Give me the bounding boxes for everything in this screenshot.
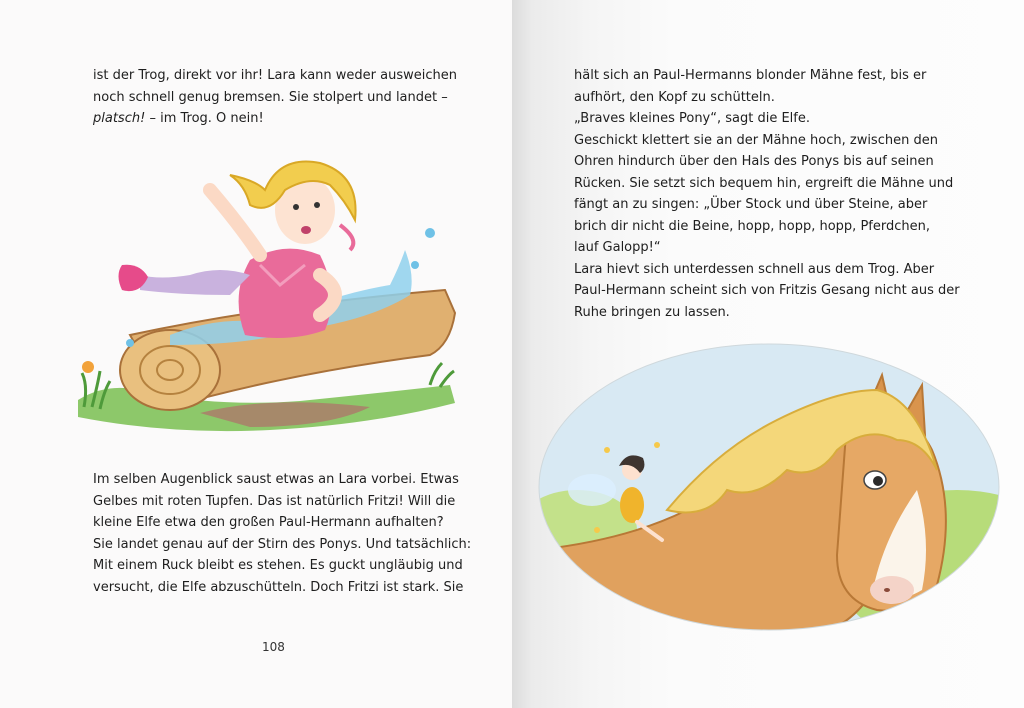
text-line: versucht, die Elfe abzuschütteln. Doch Fritzi ist stark. Sie bbox=[93, 579, 464, 595]
text-line: brich dir nicht die Beine, hopp, hopp, hopp, Pferdchen, bbox=[574, 218, 930, 234]
text-line: „Braves kleines Pony“, sagt die Elfe. bbox=[574, 111, 810, 126]
fairy-wing bbox=[568, 474, 616, 506]
pony-muzzle bbox=[870, 576, 914, 604]
text-line: noch schnell genug bremsen. Sie stolpert und landet – bbox=[93, 89, 448, 105]
fairy-dress bbox=[620, 487, 644, 523]
text-line: fängt an zu singen: „Über Stock und über Steine, aber bbox=[574, 197, 928, 212]
text-line: kleine Elfe etwa den großen Paul-Hermann aufhalten? bbox=[93, 515, 444, 530]
text-line: Rücken. Sie setzt sich bequem hin, ergreift die Mähne und bbox=[574, 175, 954, 191]
text-segment: – im Trog. O nein! bbox=[145, 111, 264, 126]
right-page bbox=[512, 0, 1024, 708]
girl-dress bbox=[239, 249, 332, 338]
girl-leg bbox=[140, 270, 250, 295]
right-paragraph bbox=[574, 65, 960, 323]
pony-with-fairy-illustration bbox=[537, 340, 1002, 635]
text-line: lauf Galopp!“ bbox=[574, 240, 661, 255]
flower bbox=[82, 361, 94, 373]
text-line: Ohren hindurch über den Hals des Ponys bis auf seinen bbox=[574, 154, 934, 169]
girl-in-water-trough-illustration bbox=[70, 145, 470, 445]
text-line: Geschickt klettert sie an der Mähne hoch, zwischen den bbox=[574, 132, 938, 148]
text-line: Ruhe bringen zu lassen. bbox=[574, 304, 730, 320]
text-line: Gelbes mit roten Tupfen. Das ist natürlich Fritzi! Will die bbox=[93, 493, 456, 509]
text-line: Sie landet genau auf der Stirn des Ponys. Und tatsächlich: bbox=[93, 536, 472, 552]
text-line: Paul-Hermann scheint sich von Fritzis Gesang nicht aus der bbox=[574, 283, 960, 298]
text-line: ist der Trog, direkt vor ihr! Lara kann weder ausweichen bbox=[93, 68, 457, 83]
text-line bbox=[93, 108, 457, 130]
text-line: aufhört, den Kopf zu schütteln. bbox=[574, 89, 775, 105]
text-line: Im selben Augenblick saust etwas an Lara vorbei. Etwas bbox=[93, 472, 459, 487]
page-number: 108 bbox=[262, 640, 285, 654]
text-line: hält sich an Paul-Hermanns blonder Mähne fest, bis er bbox=[574, 68, 927, 83]
left-paragraph-1 bbox=[93, 65, 457, 130]
text-line: Mit einem Ruck bleibt es stehen. Es guckt ungläubig und bbox=[93, 558, 463, 573]
text-line: Lara hievt sich unterdessen schnell aus dem Trog. Aber bbox=[574, 261, 935, 277]
left-paragraph-2 bbox=[93, 469, 471, 598]
emphasis-text: platsch! bbox=[93, 111, 146, 126]
